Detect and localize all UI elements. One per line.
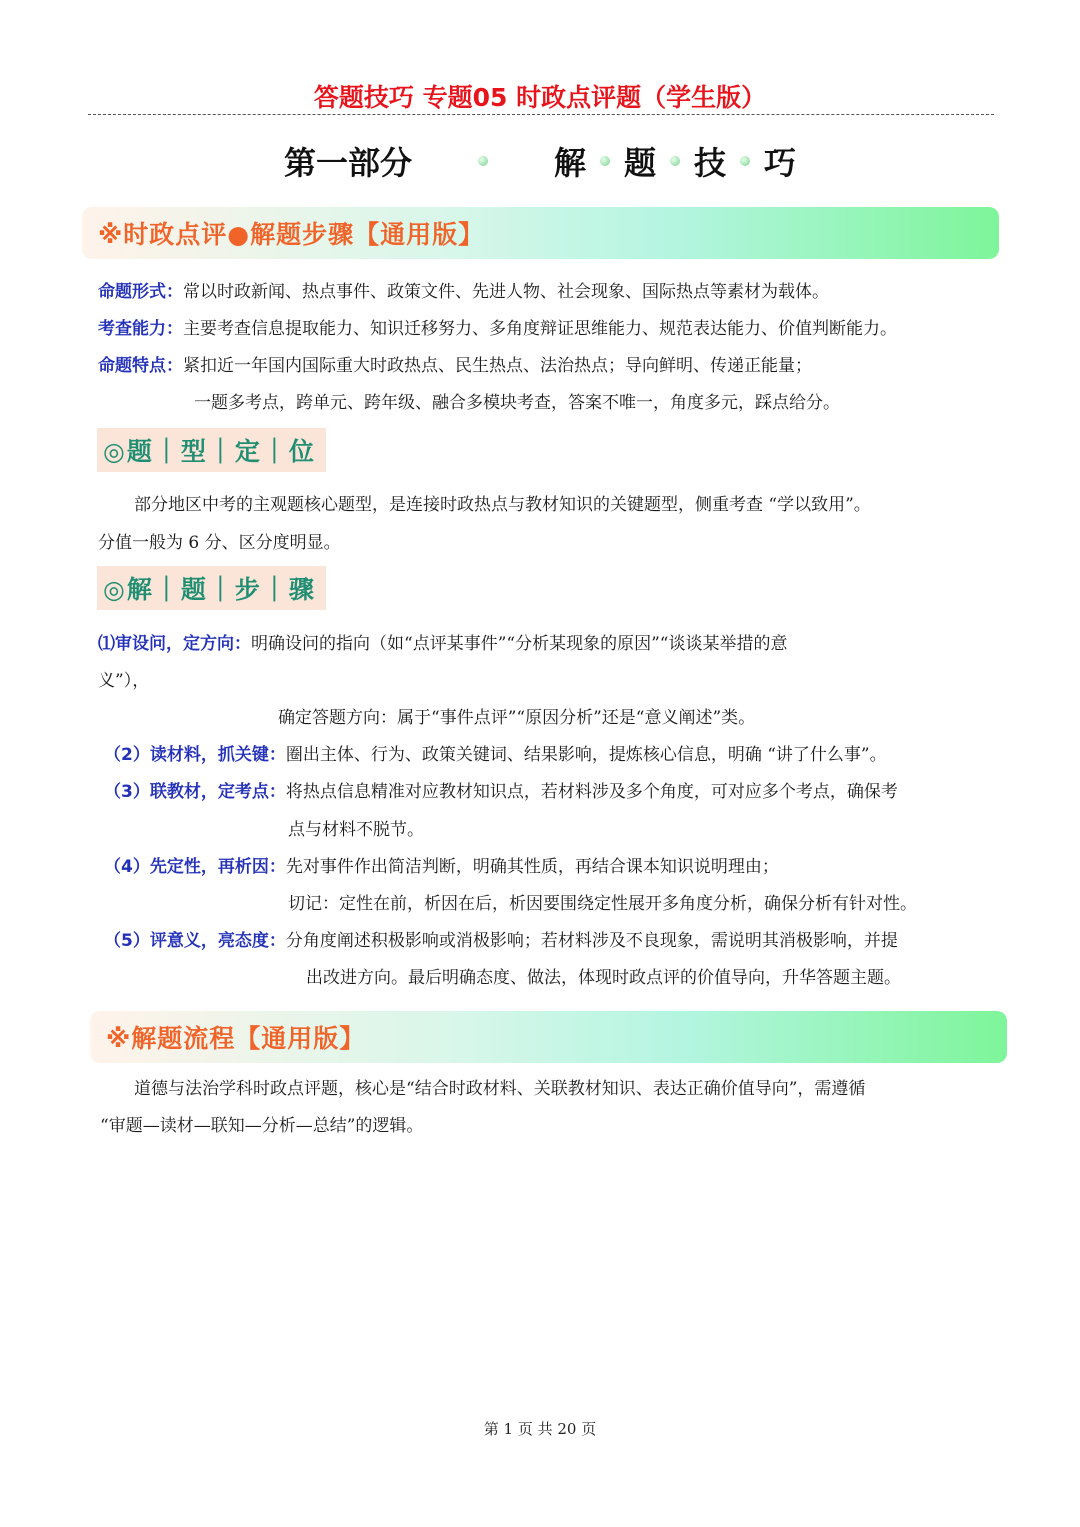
bullet-dot-icon <box>600 156 610 166</box>
part-heading-label: 第一部分 <box>283 144 412 182</box>
step-3-text: 将热点信息精准对应教材知识点，若材料涉及多个角度，可对应多个考点，确保考 <box>285 782 898 802</box>
step-4-line-2: 切记：定性在前，析因在后，析因要围绕定性展开多角度分析，确保分析有针对性。 <box>288 894 917 914</box>
section-banner-steps <box>82 207 999 259</box>
step-1-text: 明确设问的指向（如“点评某事件”“分析某现象的原因”“谈谈某举措的意 <box>251 634 788 654</box>
bullet-dot-icon <box>670 156 680 166</box>
bullet-dot-icon <box>740 156 750 166</box>
part-heading <box>0 138 1080 184</box>
step-3-line-2: 点与材料不脱节。 <box>288 820 424 840</box>
intro-feature-line-2: 一题多考点，跨单元、跨年级、融合多模块考查，答案不唯一，角度多元，踩点给分。 <box>194 393 840 413</box>
intro-feature-line <box>98 354 812 378</box>
banner-title: ※解题流程【通用版】 <box>106 1024 366 1053</box>
bullet-dot-icon <box>478 156 488 166</box>
ability-text: 主要考查信息提取能力、知识迁移努力、多角度辩证思维能力、规范表达能力、价值判断能力。 <box>183 319 897 339</box>
tag-label: ◎题｜型｜定｜位 <box>103 437 316 466</box>
banner-title: ※时政点评●解题步骤【通用版】 <box>98 220 485 249</box>
ability-label: 考查能力： <box>98 319 183 339</box>
page-number: 第 1 页 共 20 页 <box>483 1420 597 1438</box>
step-2-text: 圈出主体、行为、政策关键词、结果影响，提炼核心信息，明确 “讲了什么事”。 <box>285 745 887 765</box>
step-4-text: 先对事件作出简洁判断，明确其性质，再结合课本知识说明理由； <box>285 857 779 877</box>
step-4-label: （4）先定性，再析因： <box>104 857 286 877</box>
part-heading-char: 题 <box>623 144 656 182</box>
step-3-label: （3）联教材，定考点： <box>104 782 286 802</box>
section-banner-flow <box>90 1011 1007 1063</box>
step-5-line-2: 出改进方向。最后明确态度、做法，体现时政点评的价值导向，升华答题主题。 <box>306 968 901 988</box>
tag-question-positioning <box>97 428 326 472</box>
positioning-line-1: 部分地区中考的主观题核心题型，是连接时政热点与教材知识的关键题型，侧重考查 “学以致用”。 <box>134 495 871 515</box>
intro-form-line <box>98 280 829 304</box>
step-4-line <box>104 855 779 879</box>
step-1-label: ⑴审设问，定方向： <box>98 634 251 654</box>
part-heading-char: 巧 <box>764 144 797 182</box>
feature-text: 紧扣近一年国内国际重大时政热点、民生热点、法治热点；导向鲜明、传递正能量； <box>183 356 812 376</box>
step-1-line-cont: 义”）， <box>98 671 150 691</box>
step-1-line <box>98 632 787 656</box>
flow-line-1: 道德与法治学科时政点评题，核心是“结合时政材料、关联教材知识、表达正确价值导向”，需遵循 <box>134 1079 866 1099</box>
part-heading-char: 技 <box>694 144 727 182</box>
step-1-line-2: 确定答题方向：属于“事件点评”“原因分析”还是“意义阐述”类。 <box>278 708 756 728</box>
step-5-label: （5）评意义，亮态度： <box>104 931 286 951</box>
tag-label: ◎解｜题｜步｜骤 <box>103 575 316 604</box>
feature-label: 命题特点： <box>98 356 183 376</box>
step-2-line <box>104 743 887 767</box>
flow-line-2: “审题—读材—联知—分析—总结”的逻辑。 <box>100 1116 424 1136</box>
header-divider <box>88 114 994 115</box>
intro-ability-line <box>98 317 897 341</box>
positioning-line-2: 分值一般为 6 分、区分度明显。 <box>98 533 341 553</box>
document-title: 答题技巧 专题05 时政点评题（学生版） <box>313 83 767 112</box>
part-heading-char: 解 <box>553 144 586 182</box>
step-5-line <box>104 929 898 953</box>
form-label: 命题形式： <box>98 282 183 302</box>
form-text: 常以时政新闻、热点事件、政策文件、先进人物、社会现象、国际热点等素材为载体。 <box>183 282 829 302</box>
step-3-line <box>104 780 898 804</box>
tag-solving-steps <box>97 566 326 610</box>
step-2-label: （2）读材料，抓关键： <box>104 745 286 765</box>
step-5-text: 分角度阐述积极影响或消极影响；若材料涉及不良现象，需说明其消极影响，并提 <box>285 931 898 951</box>
